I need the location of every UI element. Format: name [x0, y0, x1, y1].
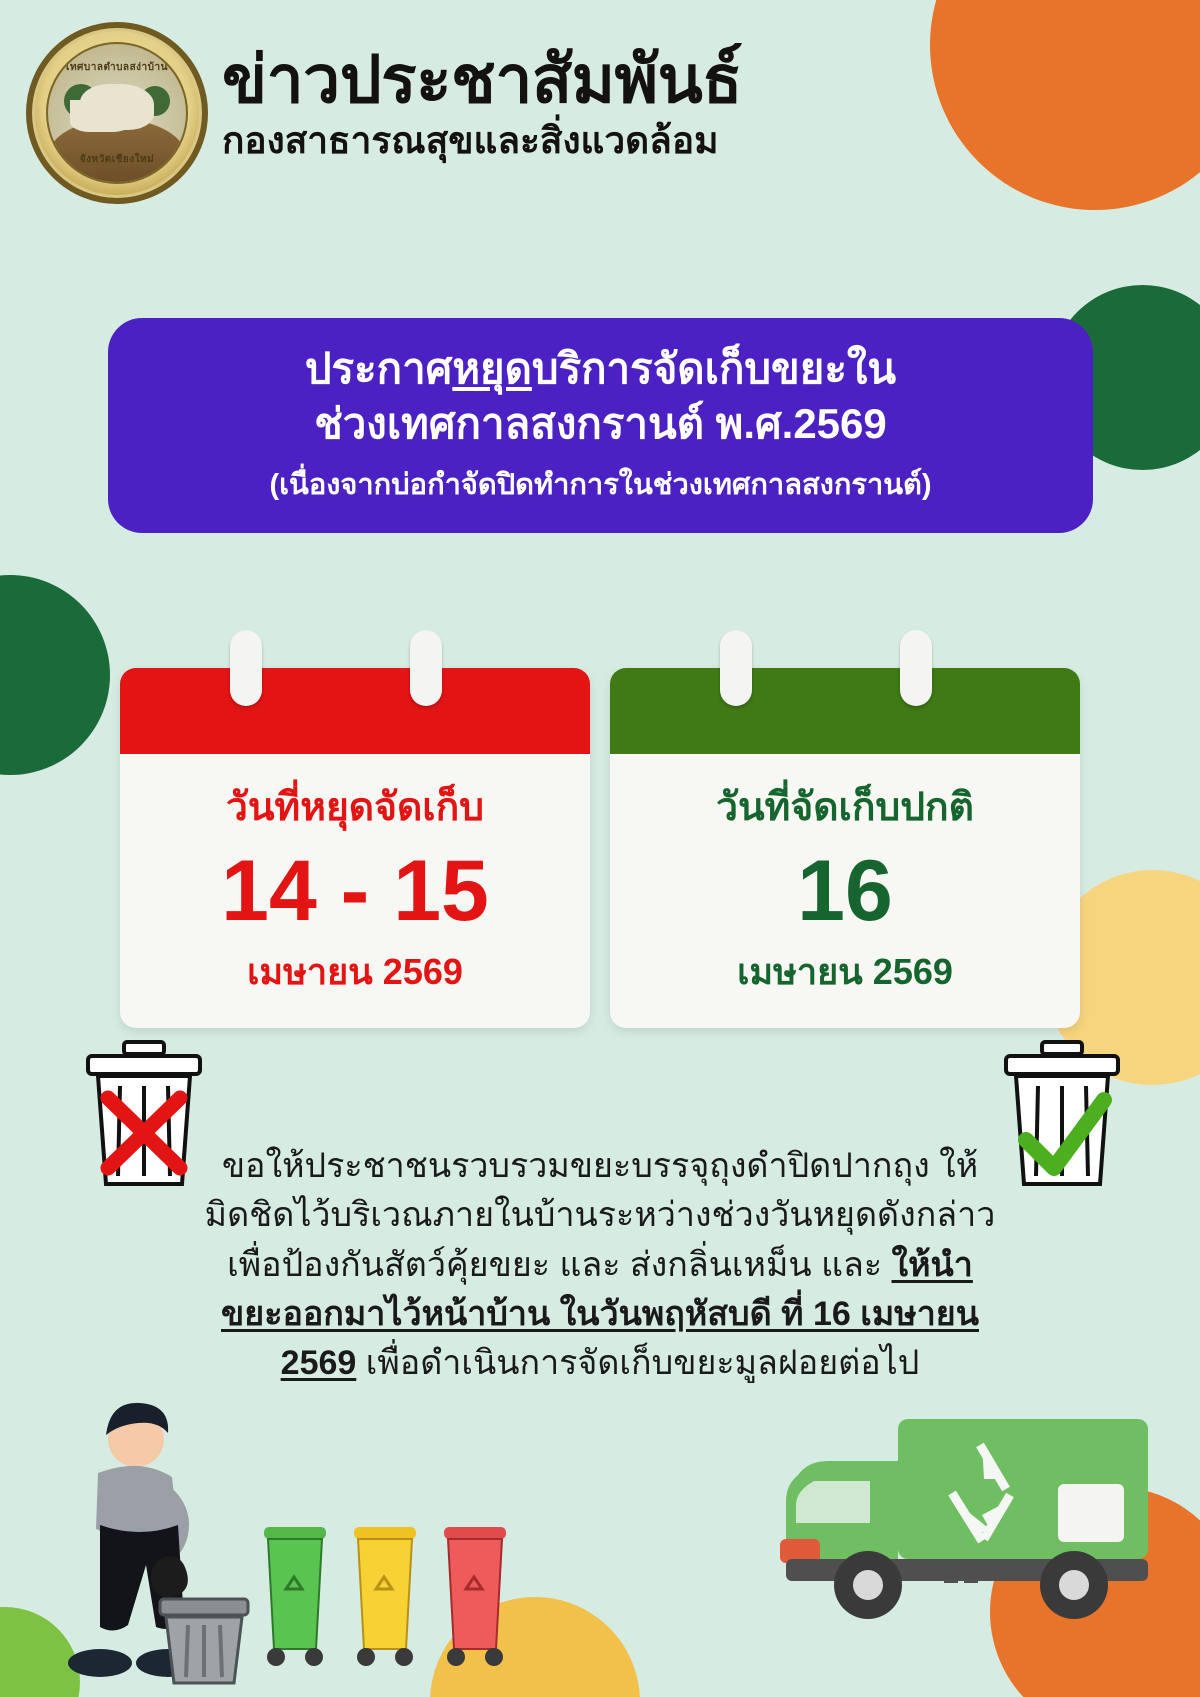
recycling-bins-illustration [250, 1493, 520, 1673]
person-throwing-trash-illustration [40, 1387, 270, 1687]
calendar-month-year: เมษายน 2569 [247, 950, 463, 992]
calendar-card-normal [610, 668, 1080, 1028]
bin-red [444, 1527, 506, 1666]
body-text-part2: เพื่อดำเนินการจัดเก็บขยะมูลฝอยต่อไป [365, 1344, 920, 1383]
seal-elephant-icon [80, 84, 154, 130]
bin-yellow [354, 1527, 416, 1666]
announcement-note: (เนื่องจากบ่อกำจัดปิดทำการในช่วงเทศกาลสงกรานต์) [269, 469, 932, 502]
page-title: ข่าวประชาสัมพันธ์ [222, 42, 743, 116]
municipality-seal-logo [26, 22, 208, 204]
calendar-label: วันที่หยุดจัดเก็บ [225, 786, 485, 829]
calendar-header-band [120, 668, 590, 754]
garbage-truck-illustration [758, 1389, 1188, 1639]
calendar-ring-icon [230, 630, 262, 706]
calendar-ring-icon [410, 630, 442, 706]
calendar-card-stop [120, 668, 590, 1028]
body-text-part1: ขอให้ประชาชนรวบรวมขยะบรรจุถุงดำปิดปากถุง ให้มิดชิดไว้บริเวณภายในบ้านระหว่างช่วงวันหยุดดังกล่าว เพื่อป้องกันสัตว์คุ้ยขยะ และ ส่งกลิ่นเหม็น และ [204, 1147, 996, 1284]
header [0, 22, 1200, 204]
calendar-ring-icon [720, 630, 752, 706]
body-text-highlight: ให้นำขยะออกมาไว้หน้าบ้าน ในวันพฤหัสบดี ที่ 16 เมษายน 2569 [221, 1245, 979, 1383]
seal-text-top: เทศบาลตำบลสง่าบ้าน [66, 62, 168, 73]
calendar-month-year: เมษายน 2569 [737, 950, 953, 992]
announcement-line1-after: บริการจัดเก็บขยะใน [531, 345, 897, 392]
calendar-row [120, 668, 1080, 1028]
calendar-date-number: 14 - 15 [221, 843, 489, 939]
bin-green [264, 1527, 326, 1666]
seal-inner [46, 42, 188, 184]
decorative-blob-green-left [0, 575, 110, 775]
announcement-line1-before: ประกาศ [304, 345, 453, 392]
announcement-line-1 [138, 342, 1063, 397]
announcement-line1-underlined: หยุด [452, 345, 532, 392]
header-titles [222, 42, 743, 162]
trash-bin-check-icon [996, 1040, 1128, 1190]
calendar-date-number: 16 [797, 843, 893, 939]
body-paragraph [200, 1142, 1000, 1388]
page-subtitle: กองสาธารณสุขและสิ่งแวดล้อม [222, 120, 719, 162]
announcement-card [108, 318, 1093, 533]
calendar-header-band [610, 668, 1080, 754]
trash-bin-cross-icon [78, 1040, 210, 1190]
calendar-ring-icon [900, 630, 932, 706]
calendar-label: วันที่จัดเก็บปกติ [716, 786, 974, 829]
seal-text-bottom: จังหวัดเชียงใหม่ [79, 154, 155, 165]
announcement-line-2: ช่วงเทศกาลสงกรานต์ พ.ศ.2569 [314, 399, 887, 447]
